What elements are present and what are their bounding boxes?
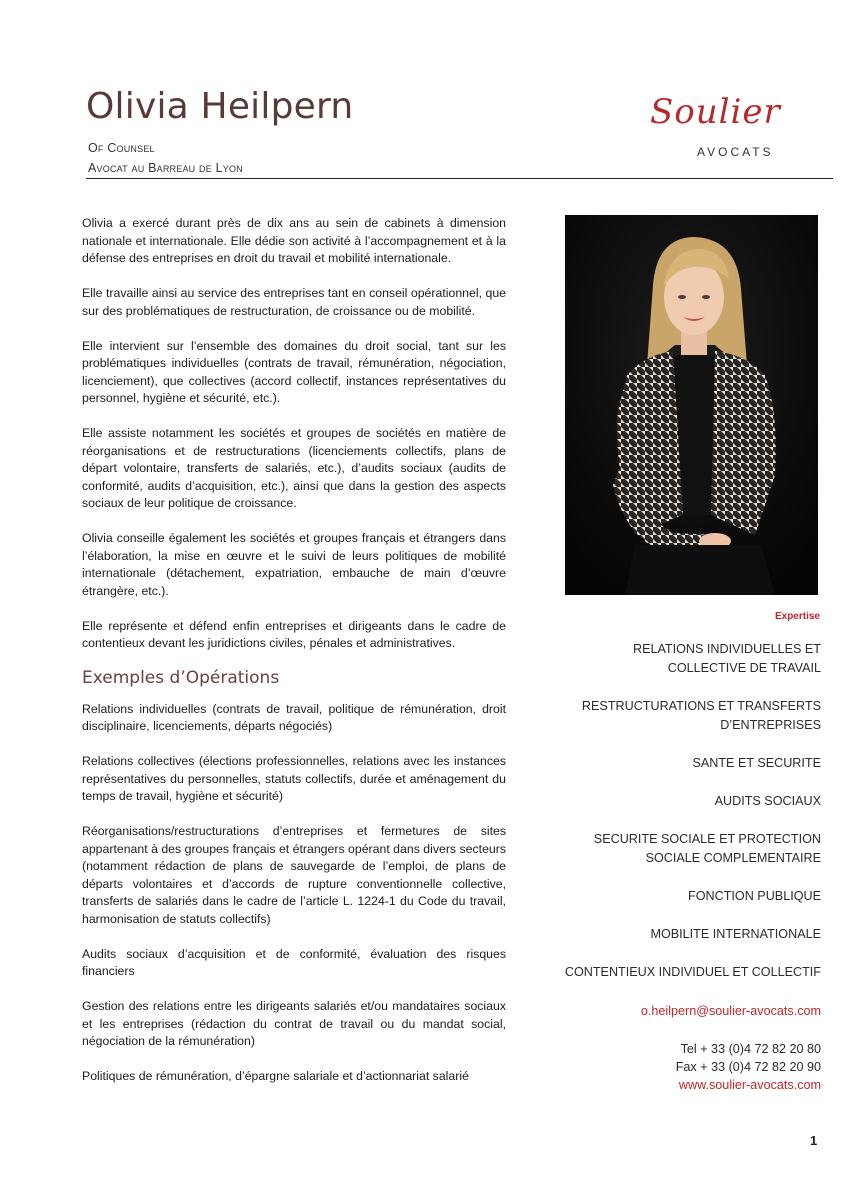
expertise-item [540, 640, 821, 678]
operation-item: Réorganisations/restructurations d’entreprises et fermetures de sites appartenant à des groupes français et étrangers opérant dans divers secteurs (notamment rédaction de plans de sauvegarde de l’emploi, de plans de départs volontaires et d’accords de rupture conventionnelle collective, transferts de salariés dans le cadre de l’article L. 1224-1 du Code du travail, harmonisation de statuts collectifs) [82, 824, 506, 926]
expertise-line: SOCIALE COMPLEMENTAIRE [645, 851, 821, 865]
expertise-item [540, 887, 821, 906]
expertise-item [540, 963, 821, 982]
expertise-item [540, 792, 821, 811]
bar-affiliation: Avocat au Barreau de Lyon [88, 161, 243, 175]
expertise-line: RESTRUCTURATIONS ET TRANSFERTS [581, 699, 821, 713]
email-link[interactable]: o.heilpern@soulier-avocats.com [640, 1004, 821, 1018]
bio-paragraph: Olivia conseille également les sociétés et groupes français et étrangers dans l’élaboration, la mise en œuvre et le suivi de leurs politiques de mobilité internationale (détachement, expatriation, embauche de main d’œuvre étrangère, etc.). [82, 531, 506, 598]
expertise-item [540, 697, 821, 735]
expertise-line: COLLECTIVE DE TRAVAIL [667, 661, 821, 675]
expertise-item [540, 925, 821, 944]
operations-heading: Exemples d’Opérations [82, 668, 280, 688]
operation-item: Relations collectives (élections professionnelles, relations avec les instances représentatives du personnelles, statuts collectifs, durée et aménagement du temps de travail, hygiène et sécurité) [82, 754, 506, 803]
operation-item: Audits sociaux d’acquisition et de conformité, évaluation des risques financiers [82, 946, 506, 978]
bio-paragraph: Elle assiste notamment les sociétés et groupes de sociétés en matière de réorganisations et de restructurations (licenciements collectifs, plans de départ volontaire, transferts de salariés, etc.), d’audits sociaux (audits de conformité, audits d’acquisition, etc.), ainsi que dans la gestion des aspects sociaux de leur politique de croissance. [82, 426, 506, 510]
bio-paragraph: Elle représente et défend enfin entreprises et dirigeants dans le cadre de contentieux devant les juridictions civiles, pénales et administratives. [82, 618, 506, 650]
bio-paragraph: Elle travaille ainsi au service des entreprises tant en conseil opérationnel, que sur des problématiques de restructuration, de croissance ou de mobilité. [82, 286, 506, 318]
portrait-photo [565, 215, 818, 595]
expertise-heading: Expertise [774, 611, 820, 622]
logo-script-text: Soulier [650, 92, 781, 132]
logo-subtitle: AVOCATS [697, 145, 774, 159]
expertise-line: CONTENTIEUX INDIVIDUEL ET COLLECTIF [564, 965, 821, 979]
portrait-illustration [565, 215, 818, 595]
phone-block [540, 1041, 821, 1076]
expertise-line: RELATIONS INDIVIDUELLES ET [632, 642, 821, 656]
expertise-line: MOBILITE INTERNATIONALE [650, 927, 821, 941]
header-divider [86, 178, 833, 179]
website-link[interactable]: www.soulier-avocats.com [678, 1078, 821, 1092]
page-title: Olivia Heilpern [86, 86, 354, 127]
expertise-line: SECURITE SOCIALE ET PROTECTION [593, 832, 821, 846]
soulier-logo [650, 92, 825, 164]
phone-number: Tel + 33 (0)4 72 82 20 80 [680, 1042, 821, 1056]
expertise-item [540, 754, 821, 773]
main-column [82, 215, 506, 1103]
operation-item: Politiques de rémunération, d’épargne salariale et d’actionnariat salarié [82, 1069, 469, 1083]
page-number: 1 [810, 1133, 818, 1148]
expertise-line: AUDITS SOCIAUX [714, 794, 821, 808]
operation-item: Relations individuelles (contrats de travail, politique de rémunération, droit disciplinaire, licenciements, départs négociés) [82, 701, 506, 733]
bio-paragraph: Elle intervient sur l’ensemble des domaines du droit social, tant sur les problématiques individuelles (contrats de travail, rémunération, négociation, licenciement), que collectives (accord collectif, instances représentatives du personnel, hygiène et sécurité, etc.). [82, 338, 506, 405]
expertise-item [540, 830, 821, 868]
fax-number: Fax + 33 (0)4 72 82 20 90 [675, 1059, 821, 1074]
role-title: Of Counsel [88, 141, 155, 155]
expertise-list [540, 640, 821, 1001]
expertise-line: SANTE ET SECURITE [692, 756, 821, 770]
bio-paragraph: Olivia a exercé durant près de dix ans au sein de cabinets à dimension nationale et internationale. Elle dédie son activité à l’accompagnement et à la défense des entreprises en droit du travail et mobilité internationale. [82, 216, 506, 265]
operation-item: Gestion des relations entre les dirigeants salariés et/ou mandataires sociaux et les entreprises (rédaction du contrat de travail ou du mandat social, négociation de la rémunération) [82, 999, 506, 1048]
expertise-line: D’ENTREPRISES [720, 718, 821, 732]
expertise-line: FONCTION PUBLIQUE [688, 889, 821, 903]
